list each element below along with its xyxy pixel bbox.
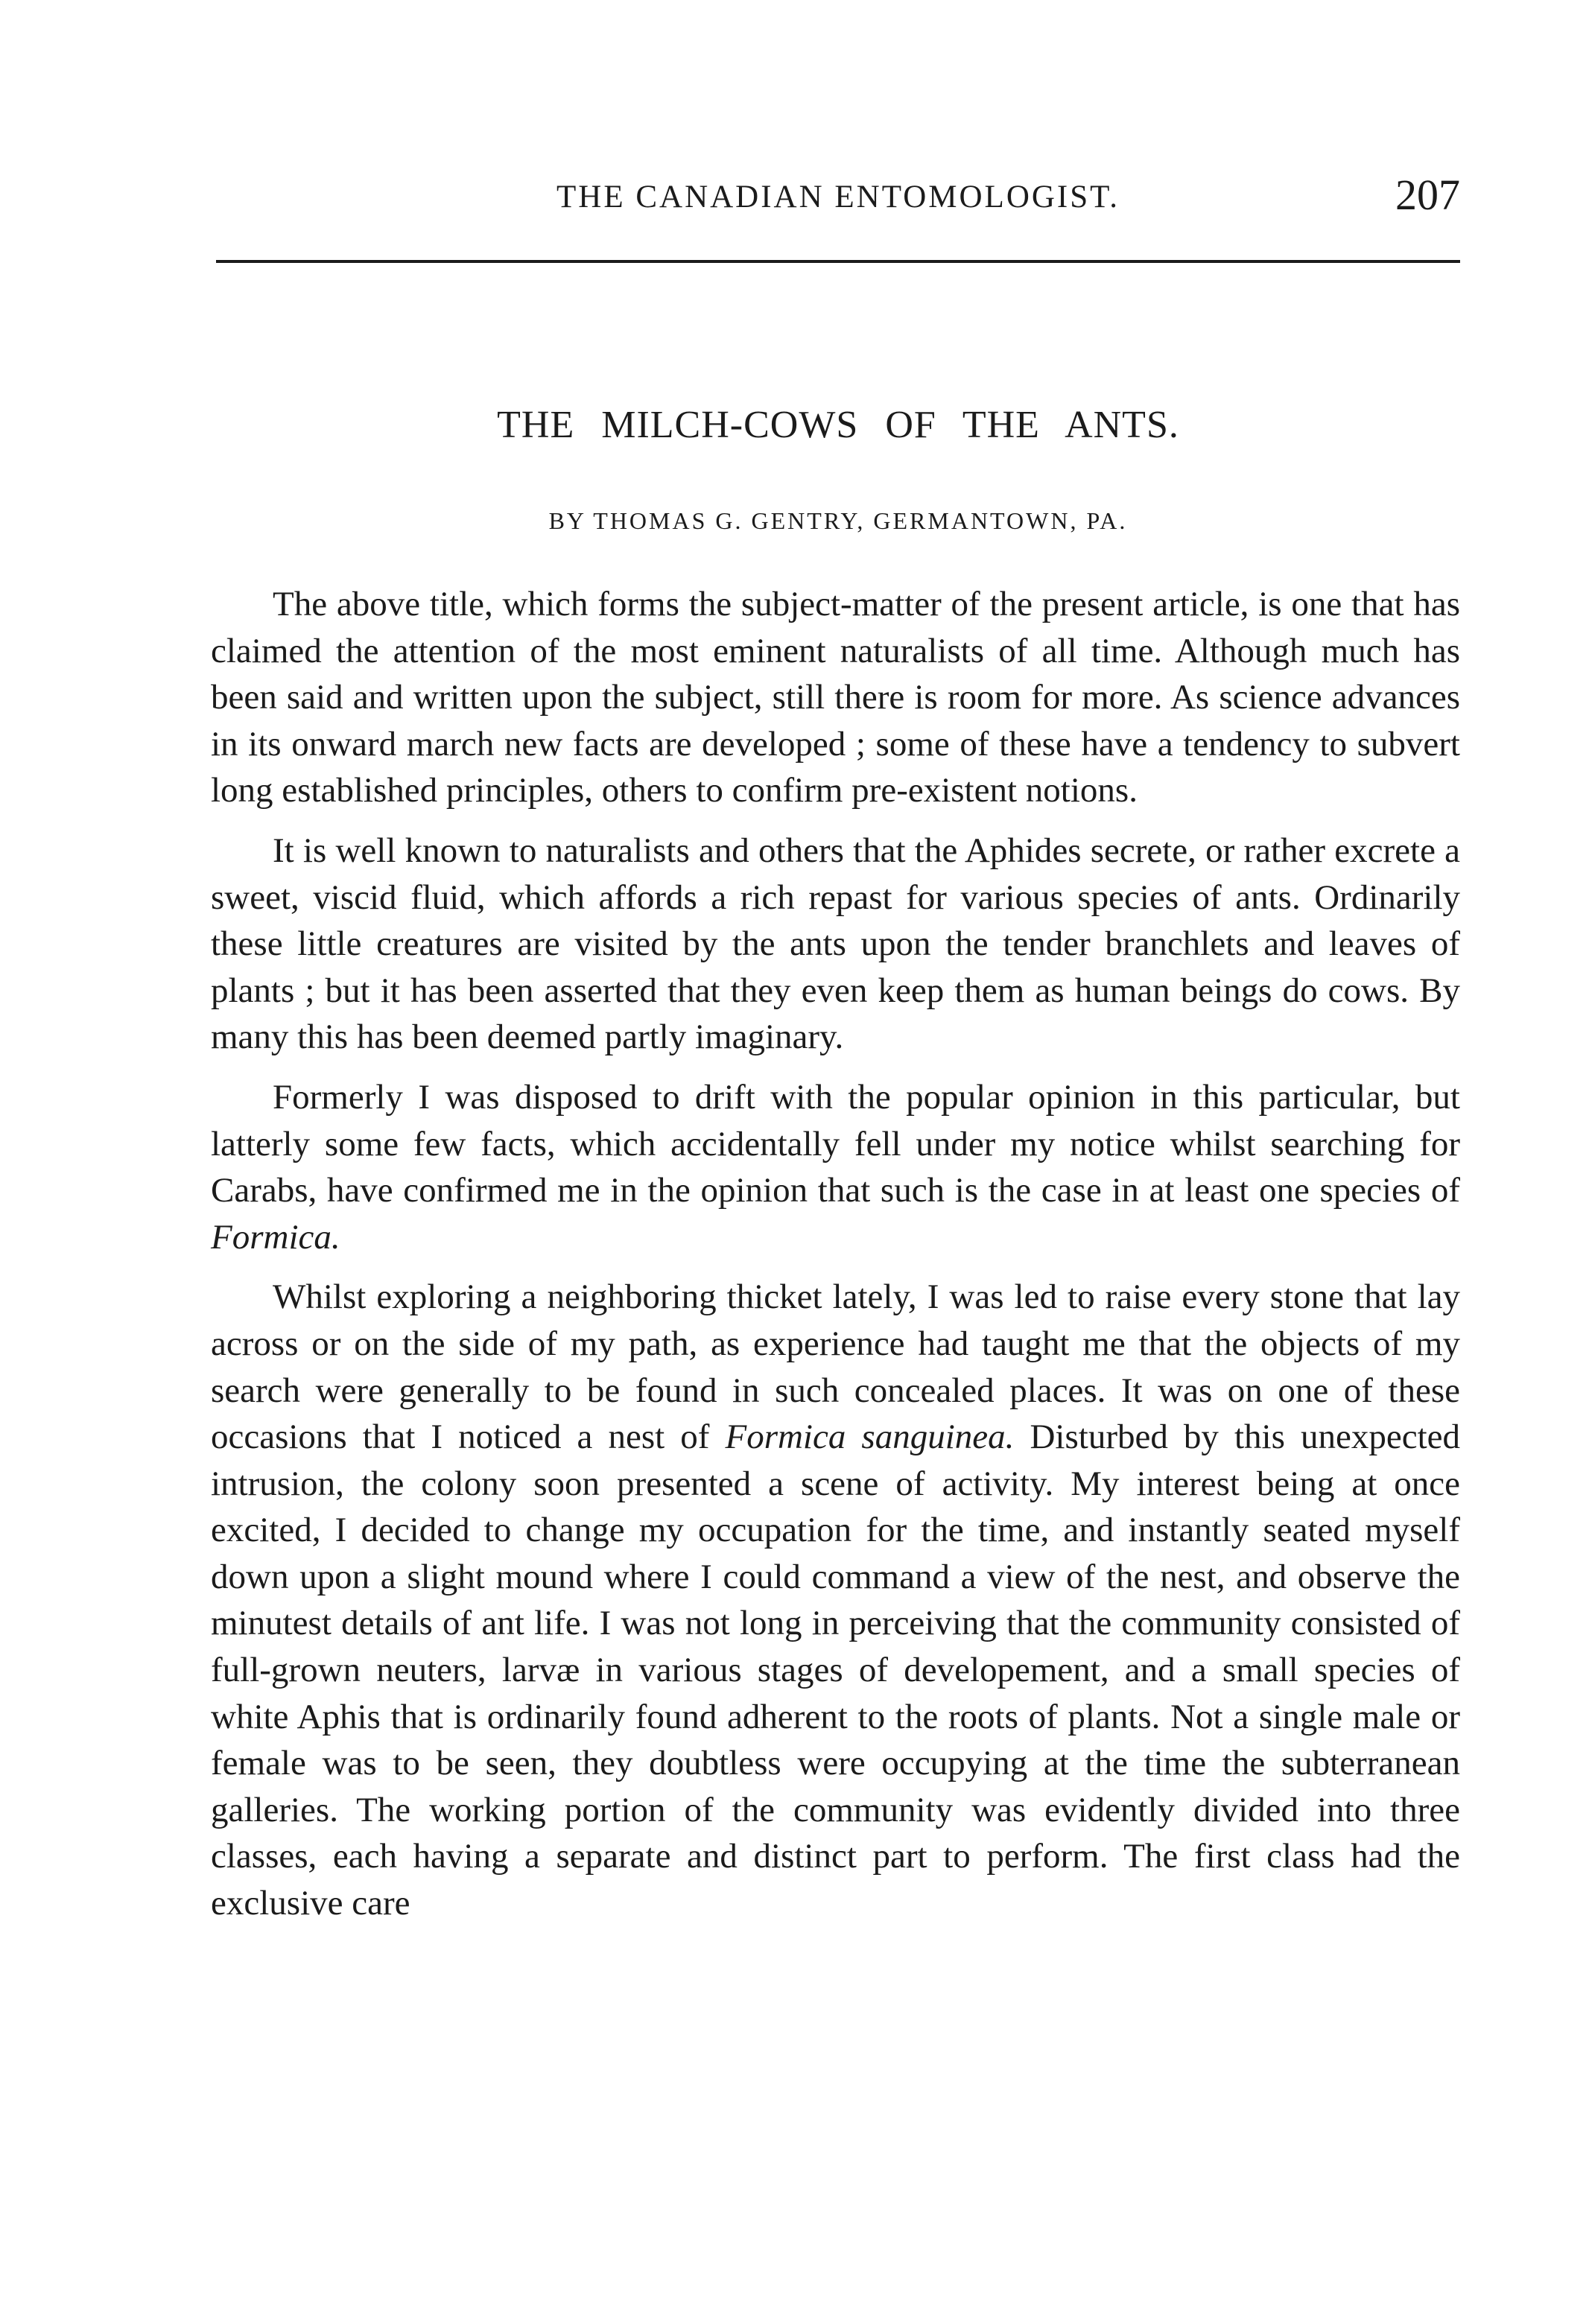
paragraph-3 — [211, 1074, 1460, 1260]
paragraph-1: The above title, which forms the subject-matter of the present article, is one that has claimed the attention of the most eminent naturalists of all time. Although much has been said and written upon the subject, still there is room for more. As science advances in its onward march new facts are developed ; some of these have a tendency to subvert long established principles, others to confirm pre-existent notions. — [211, 585, 1460, 810]
paragraph-4 — [211, 1274, 1460, 1926]
article-body — [211, 581, 1460, 1940]
paragraph-4-text: Whilst exploring a neighboring thicket lately, I was led to raise every stone that lay across or on the side of my path, as experience had taught me that the objects of my search were generally to be found in such concealed places. It was on one of these occasions that I noticed a nest of — [211, 1277, 1460, 1457]
article-title: THE MILCH-COWS OF THE ANTS. — [497, 404, 1179, 446]
running-head — [216, 165, 1460, 225]
species-name-formica: Formica. — [211, 1217, 340, 1257]
journal-title: THE CANADIAN ENTOMOLOGIST. — [556, 180, 1120, 215]
page-number: 207 — [1395, 171, 1460, 219]
article-byline: BY THOMAS G. GENTRY, GERMANTOWN, PA. — [548, 507, 1128, 534]
header-rule — [216, 260, 1460, 263]
paragraph-3-text: Formerly I was disposed to drift with the popular opinion in this particular, but latterly some few facts, which accidentally fell under my notice whilst searching for Carabs, have confirmed me in the opinion that such is the case in at least one species of — [211, 1077, 1460, 1210]
paragraph-4-text-end: Disturbed by this unexpected intrusion, the colony soon presented a scene of activity. My interest being at once excited, I decided to change my occupation for the time, and instantly seated myself down upon a slight mound where I could command a view of the nest, and observe the minutest details of ant life. I was not long in perceiving that the community consisted of full-grown neuters, larvæ in various stages of developement, and a small species of white Aphis that is ordinarily found adherent to the roots of plants. Not a single male or female was to be seen, they doubtless were occupying at the time the subterranean galleries. The working portion of the community was evidently divided into three classes, each having a separate and distinct part to perform. The first class had the exclusive care — [211, 1417, 1460, 1923]
paragraph-2: It is well known to naturalists and others that the Aphides secrete, or rather excrete a sweet, viscid fluid, which affords a rich repast for various species of ants. Ordinarily these little creatures are visited by the ants upon the tender branchlets and leaves of plants ; but it has been asserted that they even keep them as human beings do cows. By many this has been deemed partly imaginary. — [211, 831, 1460, 1057]
species-name-formica-sanguinea: Formica sanguinea. — [725, 1417, 1015, 1457]
